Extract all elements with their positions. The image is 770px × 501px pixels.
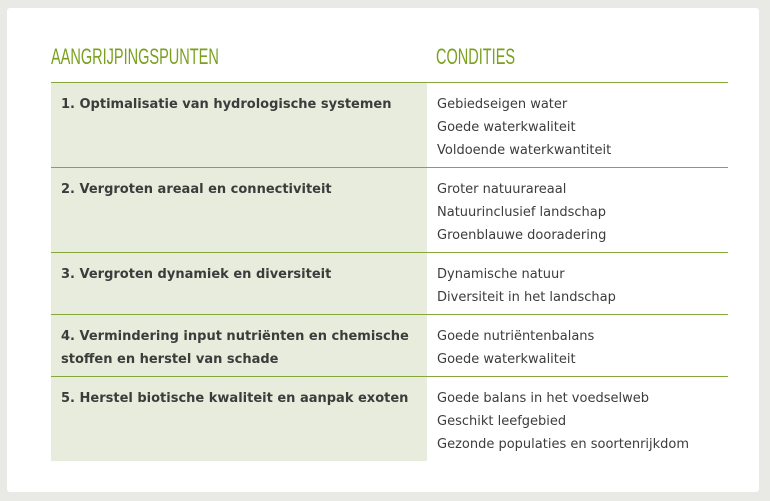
row-conditions bbox=[427, 83, 728, 167]
condition-item: Diversiteit in het landschap bbox=[437, 290, 616, 305]
condition-item: Natuurinclusief landschap bbox=[437, 205, 606, 220]
row-conditions bbox=[427, 377, 728, 461]
table-row bbox=[51, 377, 728, 461]
condition-item: Goede waterkwaliteit bbox=[437, 120, 576, 135]
condition-item: Voldoende waterkwantiteit bbox=[437, 143, 612, 158]
table-row bbox=[51, 168, 728, 253]
condition-item: Gebiedseigen water bbox=[437, 97, 568, 112]
table-row bbox=[51, 253, 728, 315]
condition-item: Goede nutriëntenbalans bbox=[437, 329, 595, 344]
row-point: 4. Vermindering input nutriënten en chemische stoffen en herstel van schade bbox=[51, 315, 427, 376]
header-aangrijpingspunten: AANGRIJPINGSPUNTEN bbox=[51, 44, 219, 69]
row-point: 2. Vergroten areaal en connectiviteit bbox=[51, 168, 427, 252]
table-row bbox=[51, 315, 728, 377]
row-conditions bbox=[427, 315, 728, 376]
condition-item: Groenblauwe dooradering bbox=[437, 228, 607, 243]
table-header bbox=[51, 40, 728, 83]
row-point: 3. Vergroten dynamiek en diversiteit bbox=[51, 253, 427, 314]
condition-item: Groter natuurareaal bbox=[437, 182, 567, 197]
condition-item: Dynamische natuur bbox=[437, 267, 565, 282]
condition-item: Goede balans in het voedselweb bbox=[437, 391, 649, 406]
row-conditions bbox=[427, 253, 728, 314]
row-point: 5. Herstel biotische kwaliteit en aanpak exoten bbox=[51, 377, 427, 461]
row-conditions bbox=[427, 168, 728, 252]
row-point: 1. Optimalisatie van hydrologische systemen bbox=[51, 83, 427, 167]
header-condities: CONDITIES bbox=[436, 44, 516, 69]
table-row bbox=[51, 83, 728, 168]
condition-item: Geschikt leefgebied bbox=[437, 414, 567, 429]
condition-item: Gezonde populaties en soortenrijkdom bbox=[437, 437, 690, 452]
conditions-table bbox=[51, 40, 728, 461]
condition-item: Goede waterkwaliteit bbox=[437, 352, 576, 367]
